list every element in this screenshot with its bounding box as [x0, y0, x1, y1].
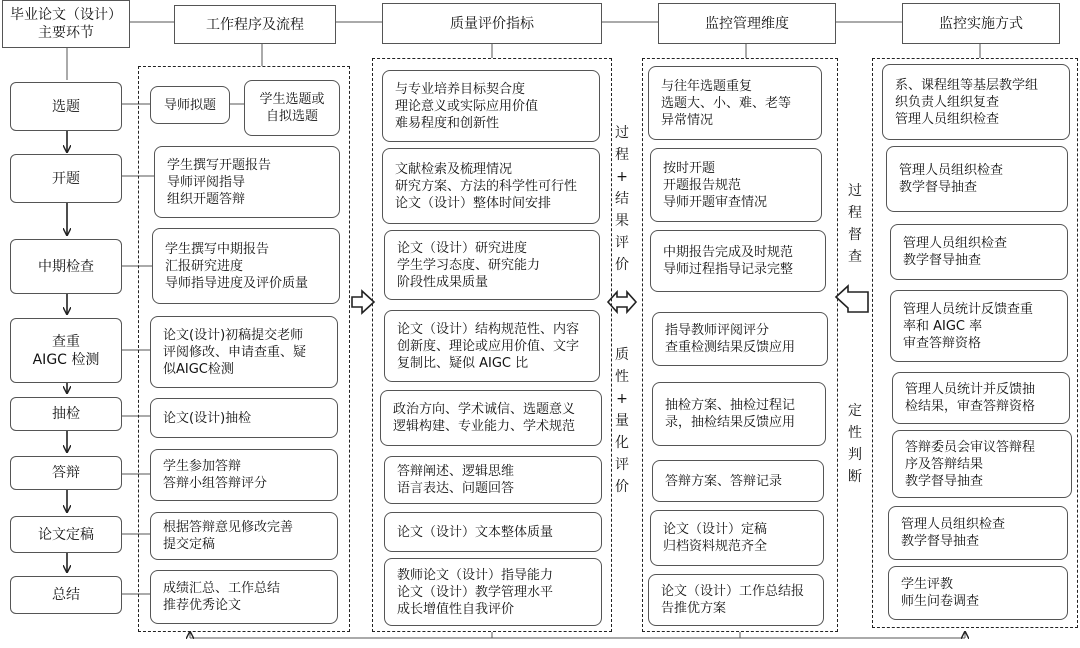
left-hollow-arrow [836, 286, 868, 312]
monitor-method: 管理人员组织检查 教学督导抽查 [890, 224, 1068, 280]
monitor-dimension: 答辩方案、答辩记录 [652, 460, 824, 502]
step-topic-selection: 选题 [10, 82, 122, 131]
quality-indicator: 论文（设计）文本整体质量 [384, 512, 602, 552]
quality-indicator: 论文（设计）研究进度 学生学习态度、研究能力 阶段性成果质量 [384, 230, 600, 300]
workflow-item: 学生撰写开题报告 导师评阅指导 组织开题答辩 [154, 146, 340, 218]
quality-indicator: 政治方向、学术诚信、选题意义 逻辑构建、专业能力、学术规范 [380, 390, 602, 446]
monitor-method: 学生评教 师生问卷调查 [888, 566, 1068, 620]
workflow-item: 学生撰写中期报告 汇报研究进度 导师指导进度及评价质量 [152, 228, 340, 304]
double-hollow-arrow [608, 292, 636, 312]
quality-indicator: 答辩阐述、逻辑思维 语言表达、问题回答 [384, 456, 602, 504]
header-workflow: 工作程序及流程 [174, 5, 336, 44]
workflow-item: 论文(设计)抽检 [150, 398, 338, 438]
header-dimension: 监控管理维度 [658, 3, 836, 44]
monitor-dimension: 指导教师评阅评分 查重检测结果反馈应用 [652, 312, 828, 366]
workflow-student-topic: 学生选题或 自拟选题 [244, 80, 340, 136]
monitor-method: 答辩委员会审议答辩程 序及答辩结果 教学督导抽查 [892, 430, 1072, 498]
step-finalization: 论文定稿 [10, 516, 122, 553]
monitor-dimension: 按时开题 开题报告规范 导师开题审查情况 [650, 148, 822, 222]
label-process-supervision: 过 程 督 查 [848, 183, 862, 265]
header-quality: 质量评价指标 [382, 3, 602, 44]
step-summary: 总结 [10, 576, 122, 614]
quality-indicator: 论文（设计）结构规范性、内容 创新度、理论或应用价值、文字 复制比、疑似 AIGC 比 [384, 310, 600, 382]
label-qualitative-quantitative: 质 性+ 量 化 评 价 [615, 347, 629, 495]
step-spot-check: 抽检 [10, 397, 122, 431]
header-method: 监控实施方式 [902, 3, 1060, 44]
monitor-method: 管理人员统计反馈查重 率和 AIGC 率 审查答辩资格 [890, 290, 1068, 362]
workflow-item: 学生参加答辩 答辩小组答辩评分 [150, 449, 338, 501]
label-qualitative-judgment: 定 性 判 断 [848, 403, 862, 485]
monitor-dimension: 与往年选题重复 选题大、小、难、老等 异常情况 [648, 66, 822, 140]
monitor-method: 管理人员统计并反馈抽 检结果，审查答辩资格 [892, 372, 1070, 424]
monitor-method: 系、课程组等基层教学组 织负责人组织复查 管理人员组织检查 [882, 64, 1070, 140]
label-process-result-evaluation: 过 程+ 结 果 评 价 [615, 125, 629, 273]
monitor-dimension: 论文（设计）工作总结报 告推优方案 [648, 574, 824, 626]
step-proposal: 开题 [10, 154, 122, 203]
workflow-item: 论文(设计)初稿提交老师 评阅修改、申请查重、疑 似AIGC检测 [150, 316, 338, 388]
quality-indicator: 教师论文（设计）指导能力 论文（设计）教学管理水平 成长增值性自我评价 [384, 558, 602, 626]
quality-indicator: 与专业培养目标契合度 理论意义或实际应用价值 难易程度和创新性 [382, 70, 600, 142]
quality-indicator: 文献检索及梳理情况 研究方案、方法的科学性可行性 论文（设计）整体时间安排 [382, 148, 600, 224]
monitor-method: 管理人员组织检查 教学督导抽查 [888, 506, 1068, 560]
right-hollow-arrow [352, 291, 374, 313]
monitor-dimension: 论文（设计）定稿 归档资料规范齐全 [650, 510, 824, 566]
monitor-dimension: 中期报告完成及时规范 导师过程指导记录完整 [650, 230, 826, 292]
workflow-item: 根据答辩意见修改完善 提交定稿 [150, 512, 338, 560]
step-plagiarism-aigc: 查重 AIGC 检测 [10, 318, 122, 383]
step-midterm-check: 中期检查 [10, 239, 122, 294]
header-stages: 毕业论文（设计） 主要环节 [2, 0, 130, 48]
monitor-dimension: 抽检方案、抽检过程记 录，抽检结果反馈应用 [652, 382, 826, 446]
workflow-advisor-topic: 导师拟题 [150, 86, 230, 124]
workflow-item: 成绩汇总、工作总结 推荐优秀论文 [150, 570, 338, 624]
step-defense: 答辩 [10, 456, 122, 490]
monitor-method: 管理人员组织检查 教学督导抽查 [886, 146, 1068, 212]
